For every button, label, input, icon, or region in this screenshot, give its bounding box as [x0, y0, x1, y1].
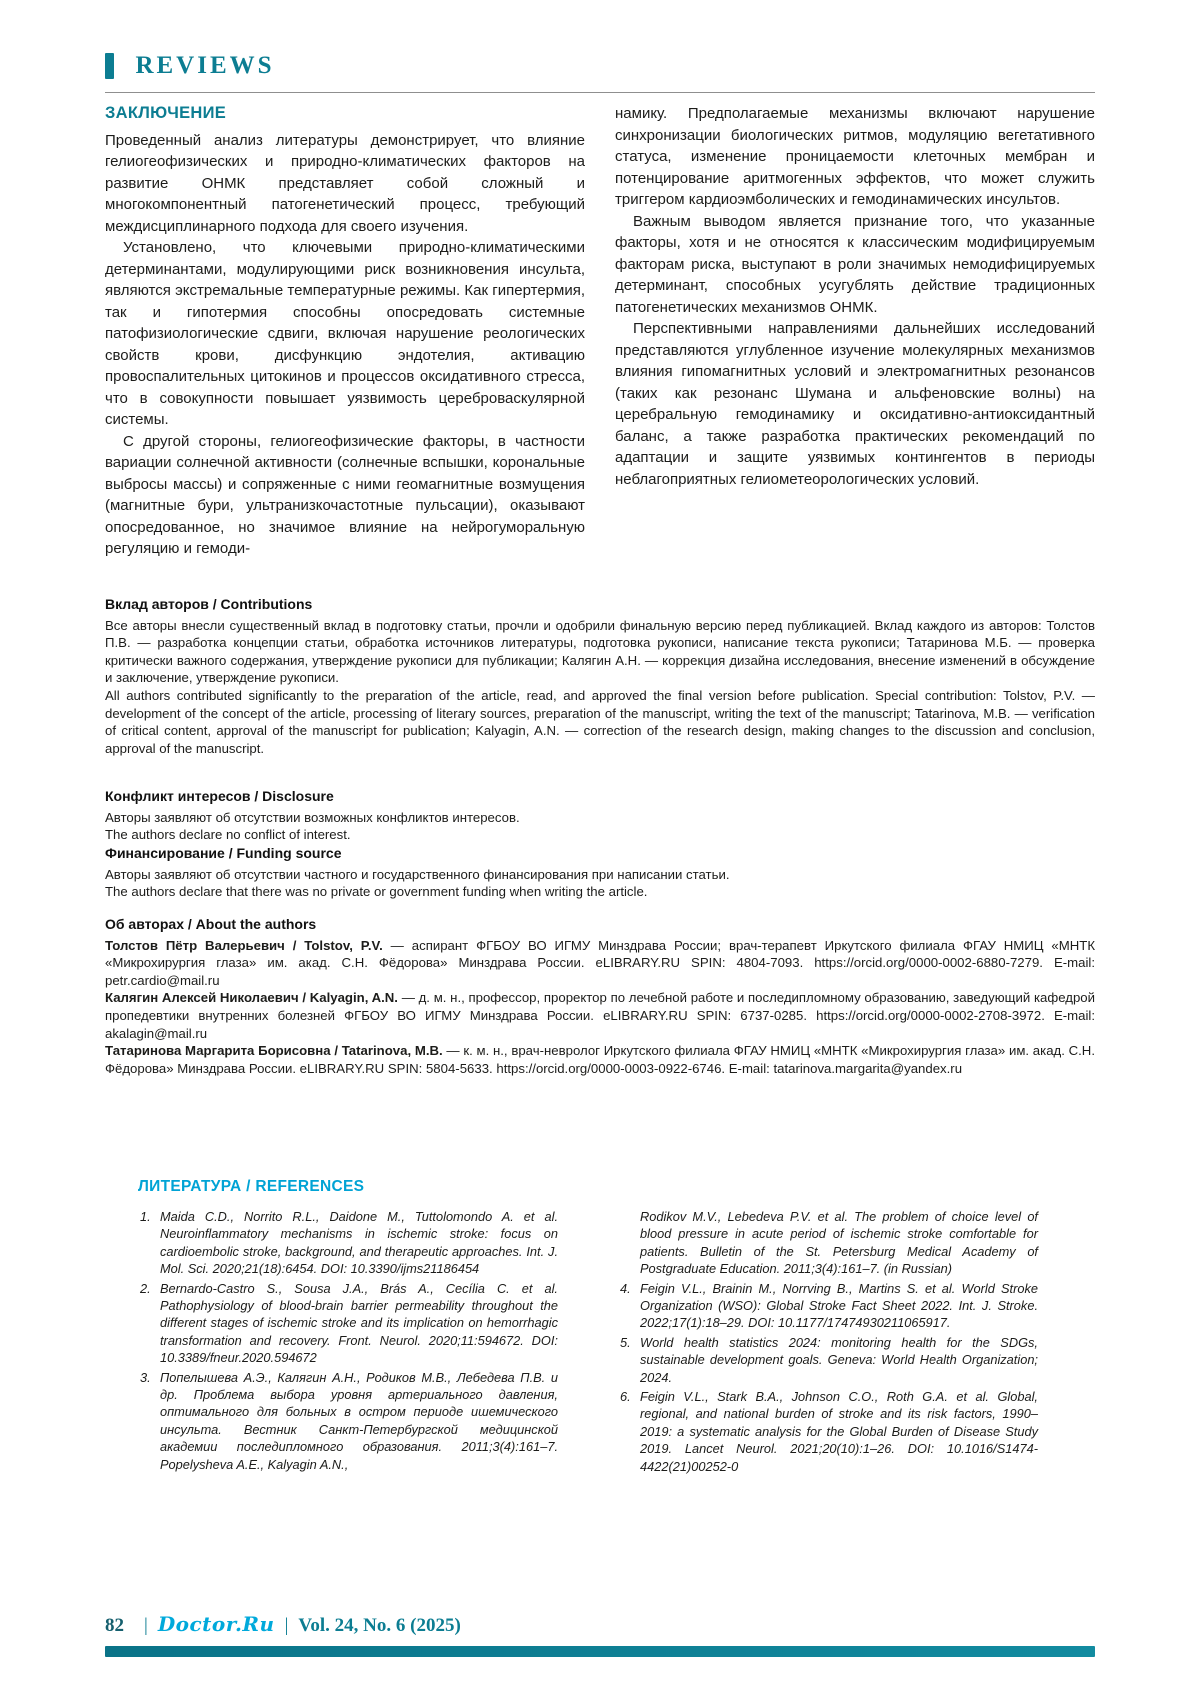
footer-accent-bar: [105, 1646, 1095, 1657]
reference-number: 6.: [620, 1389, 631, 1405]
contributions-heading: Вклад авторов / Contributions: [105, 596, 313, 612]
disclosure-heading: Конфликт интересов / Disclosure: [105, 788, 334, 804]
reference-item: [618, 1334, 1038, 1386]
author-details: — аспирант ФГБОУ ВО ИГМУ Минздрава России; врач-терапевт Иркутского филиала ФГАУ НМИЦ «МНТК «Микрохирургия глаза» им. акад. С.Н. Фёдорова» Минздрава России. eLIBRARY.RU SPIN: 4804-7093. https://orcid.org/0000-0002-6880-7279. E-mail: petr.cardio@mail.ru: [105, 937, 1095, 988]
page-number: 82: [105, 1615, 124, 1636]
conclusion-paragraph: Перспективными направлениями дальнейших исследований представляются углубленное изучение молекулярных механизмов влияния гипомагнитных условий и электромагнитных резонансов (таких как резонанс Шумана и альфеновские волны) на церебральную гемодинамику и оксидативно-антиоксидантный баланс, а также разработка практических рекомендаций по адаптации и защите уязвимых контингентов в периоды неблагоприятных гелиометеорологических условий.: [615, 320, 1095, 488]
author-details: — к. м. н., врач-невролог Иркутского филиала ФГАУ НМИЦ «МНТК «Микрохирургия глаза» им. акад. С.Н. Фёдорова» Минздрава России. eLIBRARY.RU SPIN: 5804-5633. https://orcid.org/0000-0003-0922-6746. E-mail: tatarinova.margarita@yandex.ru: [105, 1043, 1095, 1076]
references-heading: ЛИТЕРАТУРА / REFERENCES: [138, 1178, 365, 1195]
reference-number: 1.: [140, 1209, 151, 1224]
contributions-section: [105, 596, 1095, 757]
author-name: Татаринова Маргарита Борисовна / Tatarinova, M.B.: [105, 1043, 443, 1059]
about-authors-heading: Об авторах / About the authors: [105, 916, 317, 932]
author-details: — д. м. н., профессор, проректор по лечебной работе и последипломному образованию, заведующий кафедрой пропедевтики внутренних болезней ФГБОУ ВО ИГМУ Минздрава России. eLIBRARY.RU SPIN: 6737-0285. https://orcid.org/0000-0002-2708-3972. E-mail: akalagin@mail.ru: [105, 990, 1095, 1041]
reference-text: World health statistics 2024: monitoring health for the SDGs, sustainable development goals. Geneva: World Health Organization; 2024.: [640, 1334, 1038, 1385]
references-columns: [138, 1208, 1038, 1477]
author-entry: [105, 1042, 1095, 1077]
disclosure-text-ru: Авторы заявляют об отсутствии возможных конфликтов интересов.: [105, 809, 520, 825]
issue-label: Vol. 24, No. 6 (2025): [298, 1615, 461, 1636]
reference-number: 2.: [140, 1280, 151, 1296]
page-header: [105, 52, 275, 82]
conclusion-paragraph: Важным выводом является признание того, что указанные факторы, хотя и не относятся к классическим модифицируемым факторам риска, выступают в роли значимых немодифицируемых детерминант, способных усугублять действие традиционных патогенетических механизмов ОНМК.: [615, 212, 1095, 316]
header-divider: [105, 92, 1095, 93]
journal-logo: Doctor.Ru: [157, 1612, 275, 1636]
disclosure-text-en: The authors declare no conflict of interest.: [105, 827, 351, 843]
references-right-column: [618, 1208, 1038, 1477]
funding-section: [105, 845, 1095, 901]
section-label: REVIEWS: [135, 52, 275, 79]
author-entry: [105, 937, 1095, 990]
conclusion-paragraph: С другой стороны, гелиогеофизические факторы, в частности вариации солнечной активности (солнечные вспышки, корональные выбросы массы) и сопряженные с ними геомагнитные возмущения (магнитные бури, ультранизкочастотные пульсации), оказывают опосредованное, но значимое влияние на нейрогуморальную регуляцию и гемоди-: [105, 432, 585, 557]
section-accent-bar: [105, 53, 114, 79]
reference-item: [138, 1369, 558, 1473]
author-name: Толстов Пётр Валерьевич / Tolstov, P.V.: [105, 937, 383, 953]
reference-text: Feigin V.L., Stark B.A., Johnson C.O., Roth G.A. et al. Global, regional, and national burden of stroke and its risk factors, 1990–2019: a systematic analysis for the Global Burden of Disease Study 2019. Lancet Neurol. 2021;20(10):1–26. DOI: 10.1016/S1474-4422(21)00252-0: [640, 1389, 1038, 1474]
reference-number: 3.: [140, 1369, 151, 1385]
reference-number: 4.: [620, 1280, 631, 1296]
conclusion-left-column: [105, 103, 585, 560]
reference-text: Feigin V.L., Brainin M., Norrving B., Martins S. et al. World Stroke Organization (WSO): Global Stroke Fact Sheet 2022. Int. J. Stroke. 2022;17(1):18–29. DOI: 10.1177/17474930211065917.: [640, 1280, 1038, 1331]
conclusion-right-column: [615, 103, 1095, 560]
conclusion-paragraph: намику. Предполагаемые механизмы включают нарушение синхронизации биологических ритмов, модуляцию вегетативного статуса, изменение проницаемости клеточных мембран и потенцирование аритмогенных эффектов, что может служить триггером кардиоэмболических и гемодинамических инсультов.: [615, 105, 1095, 208]
funding-text-en: The authors declare that there was no private or government funding when writing the article.: [105, 884, 648, 900]
contributions-text-en: All authors contributed significantly to the preparation of the article, read, and approved the final version before publication. Special contribution: Tolstov, P.V. — development of the concept of the article, processing of literary sources, preparation of the manuscript, writing the text of the manuscript; Tatarinova, M.B. — verification of critical content, approval of the manuscript for publication; Kalyagin, A.N. — correction of the research design, making changes to the discussion and conclusion, approval of the manuscript.: [105, 687, 1095, 756]
funding-text-ru: Авторы заявляют об отсутствии частного и государственного финансирования при написании статьи.: [105, 866, 730, 882]
references-section: [138, 1178, 1038, 1477]
conclusion-heading: ЗАКЛЮЧЕНИЕ: [105, 104, 227, 122]
about-authors-section: [105, 916, 1095, 1077]
reference-number: 5.: [620, 1334, 631, 1350]
references-left-column: [138, 1208, 558, 1477]
page-footer: [105, 1612, 1095, 1642]
author-name: Калягин Алексей Николаевич / Kalyagin, A.N.: [105, 990, 398, 1006]
author-entry: [105, 989, 1095, 1042]
conclusion-paragraph: Проведенный анализ литературы демонстрирует, что влияние гелиогеофизических и природно-климатических факторов на развитие ОНМК представляет собой сложный и многокомпонентный патогенетический процесс, требующий междисциплинарного подхода для своего изучения.: [105, 131, 585, 235]
conclusion-section: [105, 103, 1095, 560]
disclosure-section: [105, 788, 1095, 844]
reference-continuation: Rodikov M.V., Lebedeva P.V. et al. The problem of choice level of blood pressure in acute period of ischemic stroke comfortable for patients. Bulletin of the St. Petersburg Medical Academy of Postgraduate Education. 2011;3(4):161–7. (in Russian): [640, 1209, 1038, 1277]
reference-text: Bernardo-Castro S., Sousa J.A., Brás A., Cecília C. et al. Pathophysiology of blood-brain barrier permeability throughout the different stages of ischemic stroke and its implication on hemorrhagic transformation and recovery. Front. Neurol. 2020;11:594672. DOI: 10.3389/fneur.2020.594672: [160, 1280, 558, 1366]
reference-item: [138, 1208, 558, 1278]
reference-text: Попелышева А.Э., Калягин А.Н., Родиков М.В., Лебедева П.В. и др. Проблема выбора уровня артериального давления, оптимального для больных в остром периоде ишемического инсульта. Вестник Санкт-Петербургской медицинской академии последипломного образования. 2011;3(4):161–7. Popelysheva A.E., Kalyagin A.N.,: [160, 1369, 558, 1472]
conclusion-paragraph: Установлено, что ключевыми природно-климатическими детерминантами, модулирующими риск возникновения инсульта, являются экстремальные температурные режимы. Как гипертермия, так и гипотермия способны опосредовать системные патофизиологические сдвиги, включая нарушение реологических свойств крови, дисфункцию эндотелия, активацию провоспалительных цитокинов и процессов оксидативного стресса, что в совокупности повышает уязвимость цереброваскулярной системы.: [105, 239, 585, 428]
reference-text: Maida C.D., Norrito R.L., Daidone M., Tuttolomondo A. et al. Neuroinflammatory mechanisms in ischemic stroke: focus on cardioembolic stroke, background, and therapeutic approaches. Int. J. Mol. Sci. 2020;21(18):6454. DOI: 10.3390/ijms21186454: [160, 1209, 558, 1277]
contributions-text-ru: Все авторы внесли существенный вклад в подготовку статьи, прочли и одобрили финальную версию перед публикацией. Вклад каждого из авторов: Толстов П.В. — разработка концепции статьи, обработка источников литературы, подготовка рукописи, написание текста рукописи; Татаринова М.Б. — проверка критически важного содержания, утверждение рукописи для публикации; Калягин А.Н. — коррекция дизайна исследования, внесение изменений в обсуждение и заключение, утверждение рукописи.: [105, 617, 1095, 686]
footer-separator: |: [284, 1615, 289, 1636]
reference-item: [618, 1388, 1038, 1475]
footer-separator: |: [144, 1615, 148, 1636]
funding-heading: Финансирование / Funding source: [105, 845, 342, 861]
reference-item: [138, 1280, 558, 1367]
reference-item: [618, 1280, 1038, 1332]
